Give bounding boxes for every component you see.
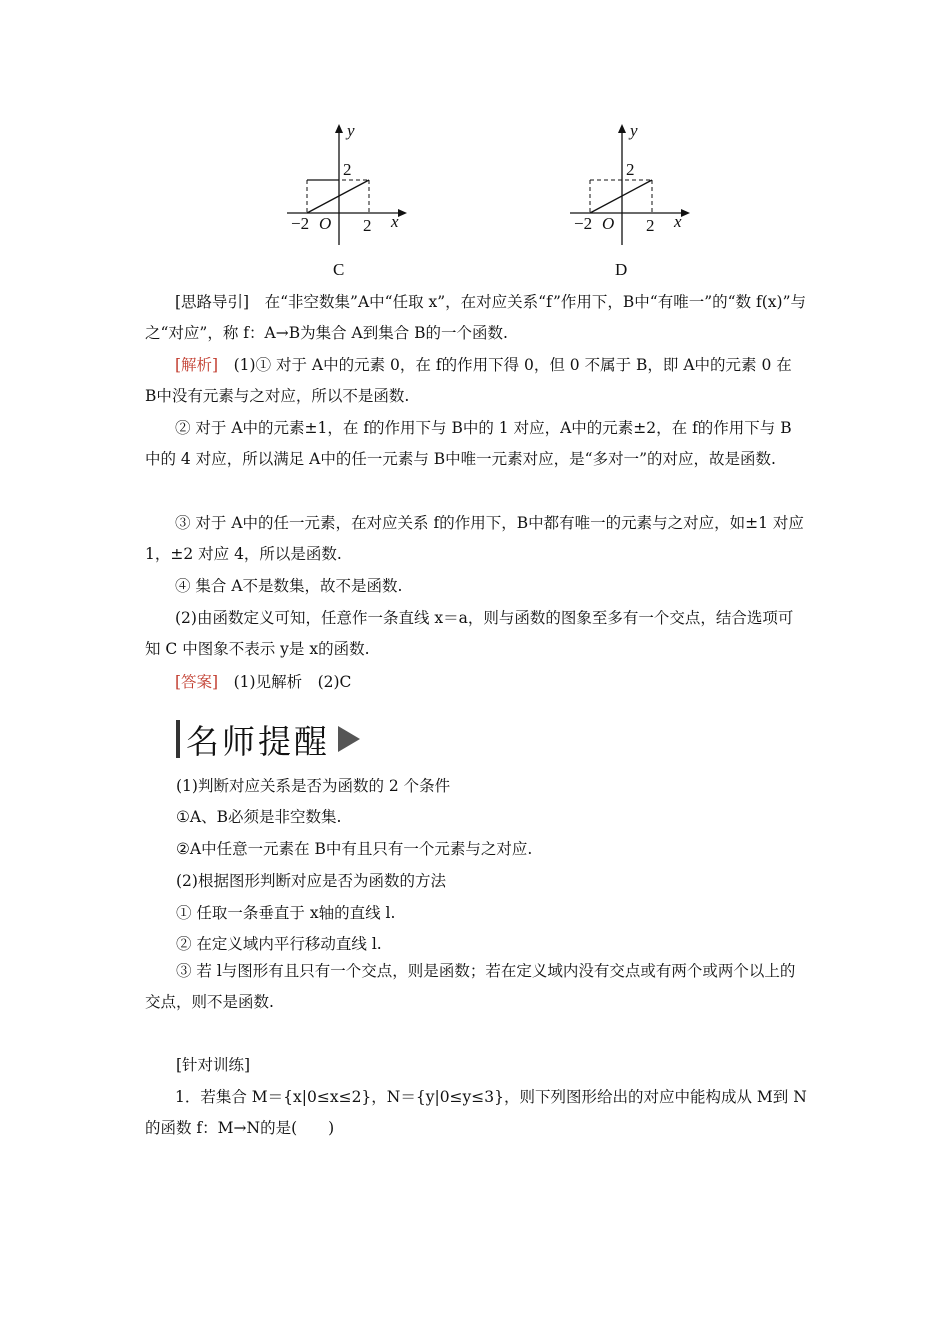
analysis-paragraph-3: ③ 对于 A中的任一元素，在对应关系 f的作用下，B中都有唯一的元素与之对应，如±1 对应 1，±2 对应 4，所以是函数. (145, 514, 804, 563)
guide-text: 在“非空数集”A中“任取 x”，在对应关系“f”作用下，B中“有唯一”的“数 f(x)”与之“对应”，称 f：A→B为集合 A到集合 B的一个函数. (145, 293, 806, 342)
analysis-paragraph-5: (2)由函数定义可知，任意作一条直线 x＝a，则与函数的图象至多有一个交点，结合选项可知 C 中图象不表示 y是 x的函数. (145, 609, 794, 658)
guide-paragraph (145, 287, 807, 349)
tick-x-label: 2 (646, 216, 655, 235)
triangle-icon (338, 726, 360, 752)
tips-heading (176, 718, 360, 760)
analysis-text-1: (1)① 对于 A中的元素 0，在 f的作用下得 0，但 0 不属于 B，即 A中的元素 0 在 B中没有元素与之对应，所以不是函数. (145, 356, 792, 405)
graph-d (566, 118, 696, 258)
analysis-paragraph-4: ④ 集合 A不是数集，故不是函数. (175, 577, 403, 595)
tip-line-2: ①A、B必须是非空数集. (176, 808, 342, 826)
tip-line-7: ③ 若 l与图形有且只有一个交点，则是函数；若在定义域内没有交点或有两个或两个以上的交点，则不是函数. (145, 962, 796, 1011)
guide-tag: [思路导引] (175, 293, 250, 311)
training-question-1: 1．若集合 M＝{x|0≤x≤2}，N＝{y|0≤y≤3}，则下列图形给出的对应中能构成从 M到 N的函数 f：M→N的是( ) (145, 1088, 807, 1137)
figure-caption-d: D (615, 260, 628, 279)
origin-label: O (602, 214, 615, 233)
training-tag: [针对训练] (176, 1056, 251, 1074)
tip-line-6: ② 在定义域内平行移动直线 l. (176, 935, 382, 953)
tip-line-4: (2)根据图形判断对应是否为函数的方法 (176, 872, 446, 890)
answer-text: (1)见解析 (2)C (233, 673, 352, 691)
tick-neg-label: −2 (574, 214, 593, 233)
analysis-paragraph-2: ② 对于 A中的元素±1，在 f的作用下与 B中的 1 对应，A中的元素±2，在 f的作用下与 B中的 4 对应，所以满足 A中的任一元素与 B中唯一元素对应，是“多对一”的对应，故是函数. (145, 419, 792, 468)
answer-tag: [答案] (175, 673, 219, 691)
y-axis-label: y (630, 121, 638, 140)
figure-caption-c: C (333, 260, 345, 279)
analysis-tag: [解析] (175, 356, 219, 374)
graph-c (283, 118, 413, 258)
origin-label: O (319, 214, 332, 233)
tip-line-5: ① 任取一条垂直于 x轴的直线 l. (176, 904, 396, 922)
tip-line-3: ②A中任意一元素在 B中有且只有一个元素与之对应. (176, 840, 533, 858)
x-axis-label: x (674, 212, 682, 231)
tip-line-1: (1)判断对应关系是否为函数的 2 个条件 (176, 777, 451, 795)
tick-neg-label: −2 (291, 214, 310, 233)
y-axis-label: y (347, 121, 355, 140)
tick-y-label: 2 (343, 160, 352, 179)
tick-y-label: 2 (626, 160, 635, 179)
tips-title: 名师提醒 (186, 721, 330, 761)
tick-x-label: 2 (363, 216, 372, 235)
heading-bar (176, 720, 180, 758)
analysis-paragraph-1 (145, 350, 807, 412)
answer-paragraph (145, 667, 807, 698)
x-axis-label: x (391, 212, 399, 231)
